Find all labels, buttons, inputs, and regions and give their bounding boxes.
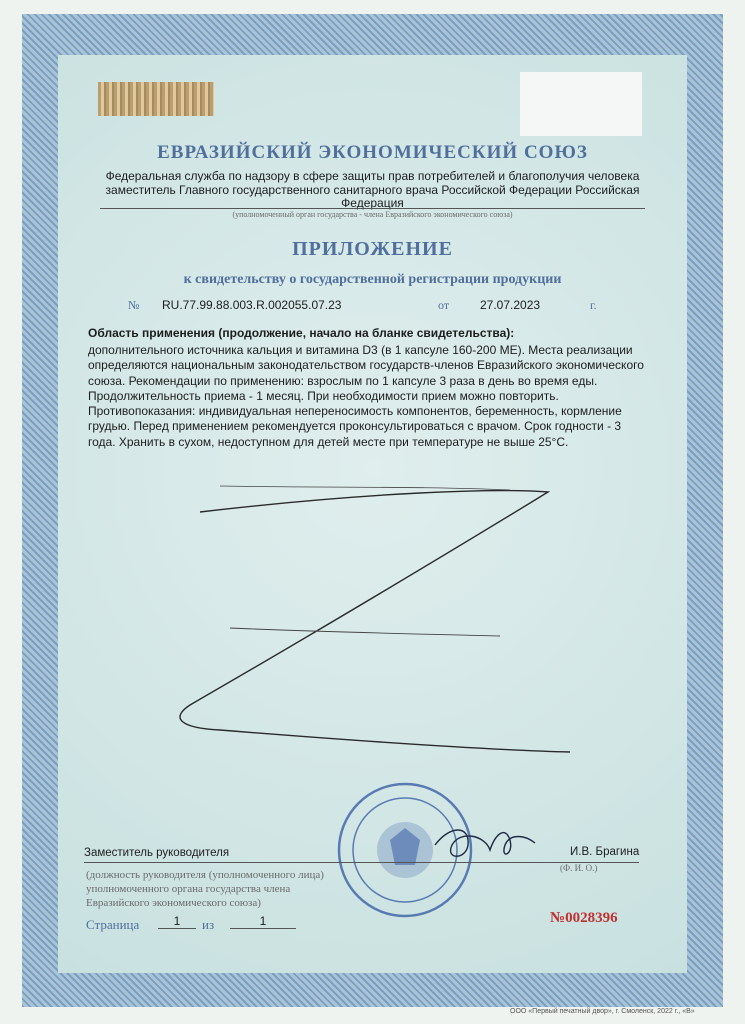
printer-imprint: ООО «Первый печатный двор», г. Смоленск, 2022 г., «В» xyxy=(510,1008,695,1015)
annex-subtitle: к свидетельству о государственной регистрации продукции xyxy=(183,272,562,287)
hologram-icon xyxy=(98,82,214,116)
page-total: 1 xyxy=(230,914,296,929)
serial-number: №0028396 xyxy=(550,910,618,926)
authority-caption: (уполномоченный орган государства - члена Евразийского экономического союза) xyxy=(232,210,513,219)
signatory-position: Заместитель руководителя xyxy=(84,847,230,859)
certificate-date: 27.07.2023 xyxy=(480,298,541,312)
authority-line xyxy=(100,208,645,209)
certificate-number: RU.77.99.88.003.R.002055.07.23 xyxy=(162,298,342,312)
signature-line xyxy=(84,862,639,863)
page-label: Страница xyxy=(86,917,140,932)
number-label: № xyxy=(128,298,140,312)
name-caption: (Ф. И. О.) xyxy=(560,863,598,873)
blank-stamp-area xyxy=(520,72,642,136)
signatory-name: И.В. Брагина xyxy=(570,846,640,858)
z-strike-mark xyxy=(70,480,570,780)
annex-title: ПРИЛОЖЕНИЕ xyxy=(292,238,453,260)
date-label: от xyxy=(438,298,450,312)
scope-text: дополнительного источника кальция и витамина D3 (в 1 капсуле 160-200 МЕ). Места реализации определяются национальным законодательством государств-членов Евразийского экономического союза. Рекомендации по применению: взрослым по 1 капсуле 3 раза в день во время еды. Продолжительность приема - 1 месяц. При необходимости прием можно повторить. Противопоказания: индивидуальная непереносимость компонентов, беременность, кормление грудью. Перед применением рекомендуется проконсультироваться с врачом. Срок годности - 3 года. Хранить в сухом, недоступном для детей месте при температуре не выше 25°C. xyxy=(88,343,644,449)
page-number: 1 xyxy=(158,914,196,929)
position-caption: (должность руководителя (уполномоченного лица) уполномоченного органа государства члена Евразийского экономического союза) xyxy=(86,869,324,909)
scope-heading: Область применения (продолжение, начало на бланке свидетельства): xyxy=(88,326,515,340)
of-label: из xyxy=(202,917,215,932)
authority-text: Федеральная служба по надзору в сфере защиты прав потребителей и благополучия человека заместитель Главного государственного санитарного врача Российской Федерации Российская Федерация xyxy=(105,169,640,210)
union-title: ЕВРАЗИЙСКИЙ ЭКОНОМИЧЕСКИЙ СОЮЗ xyxy=(157,142,588,163)
handwritten-signature-icon xyxy=(430,815,540,875)
year-suffix: г. xyxy=(590,298,597,312)
